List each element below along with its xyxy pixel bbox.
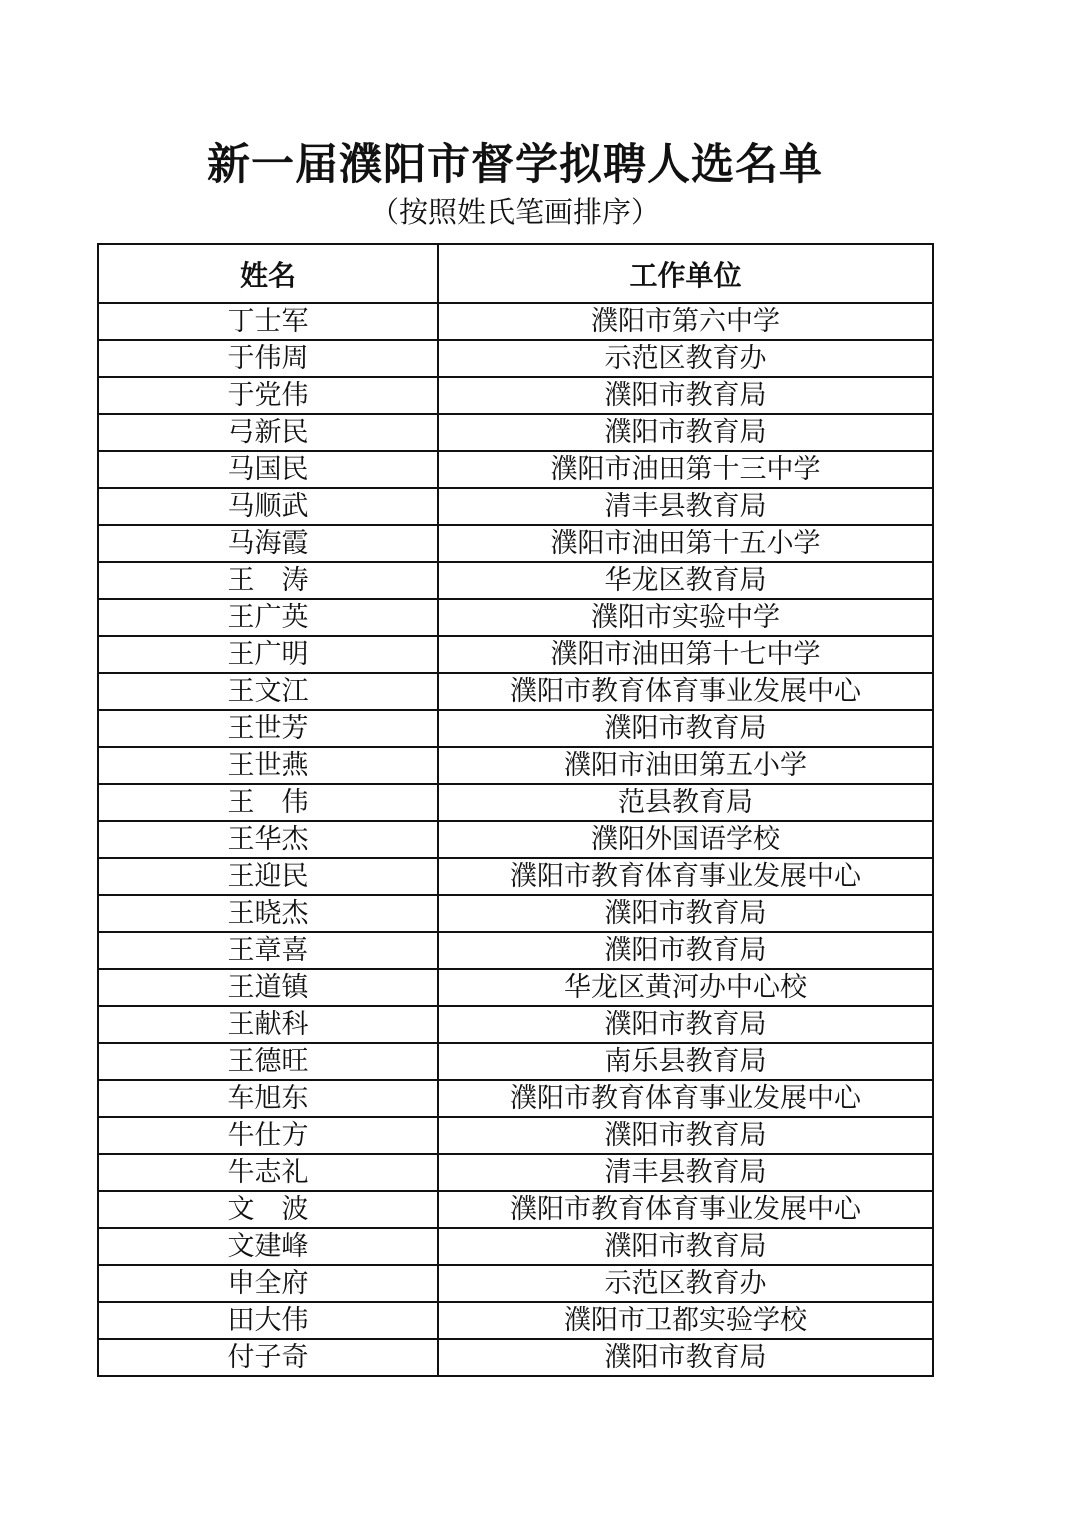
cell-name: 马海霞 (98, 525, 438, 562)
cell-unit: 濮阳市教育局 (438, 414, 933, 451)
table-row (98, 1080, 933, 1117)
document-title: 新一届濮阳市督学拟聘人选名单 (207, 140, 823, 190)
table-row (98, 858, 933, 895)
cell-name: 车旭东 (98, 1080, 438, 1117)
cell-name: 王晓杰 (98, 895, 438, 932)
cell-name: 王 伟 (98, 784, 438, 821)
cell-name: 王世燕 (98, 747, 438, 784)
cell-unit: 濮阳市卫都实验学校 (438, 1302, 933, 1339)
cell-unit: 濮阳市教育体育事业发展中心 (438, 858, 933, 895)
cell-name: 申全府 (98, 1265, 438, 1302)
table-row (98, 895, 933, 932)
cell-unit: 清丰县教育局 (438, 488, 933, 525)
table-row (98, 340, 933, 377)
cell-unit: 濮阳市教育局 (438, 1006, 933, 1043)
cell-name: 王世芳 (98, 710, 438, 747)
table-row (98, 969, 933, 1006)
cell-unit: 濮阳市教育局 (438, 377, 933, 414)
cell-unit: 示范区教育办 (438, 340, 933, 377)
cell-name: 王广英 (98, 599, 438, 636)
table-row (98, 599, 933, 636)
header-row (98, 244, 933, 303)
table-row (98, 1043, 933, 1080)
table-header (98, 244, 933, 303)
cell-unit: 华龙区教育局 (438, 562, 933, 599)
table-row (98, 821, 933, 858)
cell-unit: 濮阳市实验中学 (438, 599, 933, 636)
cell-unit: 清丰县教育局 (438, 1154, 933, 1191)
cell-name: 王文江 (98, 673, 438, 710)
table-row (98, 932, 933, 969)
cell-name: 文 波 (98, 1191, 438, 1228)
cell-unit: 濮阳市油田第五小学 (438, 747, 933, 784)
document-subtitle: （按照姓氏笔画排序） (369, 195, 660, 229)
cell-unit: 濮阳市教育体育事业发展中心 (438, 1080, 933, 1117)
cell-unit: 濮阳市教育体育事业发展中心 (438, 1191, 933, 1228)
table-row (98, 1006, 933, 1043)
table-row (98, 377, 933, 414)
table-body (98, 303, 933, 1376)
table-row (98, 1265, 933, 1302)
table-row (98, 451, 933, 488)
column-header-name: 姓名 (98, 244, 438, 303)
table-row (98, 1117, 933, 1154)
cell-name: 付子奇 (98, 1339, 438, 1376)
cell-unit: 濮阳市教育局 (438, 895, 933, 932)
table-row (98, 636, 933, 673)
cell-name: 牛仕方 (98, 1117, 438, 1154)
cell-unit: 濮阳市第六中学 (438, 303, 933, 340)
table-row (98, 488, 933, 525)
table-row (98, 1154, 933, 1191)
cell-name: 王章喜 (98, 932, 438, 969)
cell-name: 王道镇 (98, 969, 438, 1006)
cell-unit: 濮阳市教育体育事业发展中心 (438, 673, 933, 710)
table-row (98, 784, 933, 821)
cell-name: 马顺武 (98, 488, 438, 525)
cell-unit: 濮阳市油田第十七中学 (438, 636, 933, 673)
cell-unit: 范县教育局 (438, 784, 933, 821)
table-row (98, 1191, 933, 1228)
table-row (98, 303, 933, 340)
column-header-unit: 工作单位 (438, 244, 933, 303)
table-row (98, 1228, 933, 1265)
cell-name: 于党伟 (98, 377, 438, 414)
table-row (98, 562, 933, 599)
cell-unit: 濮阳市教育局 (438, 1228, 933, 1265)
table-row (98, 1339, 933, 1376)
cell-name: 王华杰 (98, 821, 438, 858)
cell-name: 马国民 (98, 451, 438, 488)
cell-name: 文建峰 (98, 1228, 438, 1265)
cell-name: 牛志礼 (98, 1154, 438, 1191)
cell-name: 弓新民 (98, 414, 438, 451)
cell-name: 王 涛 (98, 562, 438, 599)
roster-table (97, 243, 934, 1377)
cell-name: 王迎民 (98, 858, 438, 895)
table-row (98, 525, 933, 562)
cell-unit: 濮阳市教育局 (438, 710, 933, 747)
cell-name: 王献科 (98, 1006, 438, 1043)
table-row (98, 747, 933, 784)
table-row (98, 1302, 933, 1339)
table-row (98, 414, 933, 451)
cell-unit: 濮阳市教育局 (438, 932, 933, 969)
cell-unit: 濮阳市油田第十三中学 (438, 451, 933, 488)
table-row (98, 673, 933, 710)
cell-unit: 濮阳市教育局 (438, 1339, 933, 1376)
cell-unit: 濮阳外国语学校 (438, 821, 933, 858)
cell-unit: 南乐县教育局 (438, 1043, 933, 1080)
table-row (98, 710, 933, 747)
cell-name: 于伟周 (98, 340, 438, 377)
cell-unit: 示范区教育办 (438, 1265, 933, 1302)
cell-name: 王广明 (98, 636, 438, 673)
cell-name: 丁士军 (98, 303, 438, 340)
cell-unit: 濮阳市教育局 (438, 1117, 933, 1154)
cell-unit: 濮阳市油田第十五小学 (438, 525, 933, 562)
cell-name: 王德旺 (98, 1043, 438, 1080)
cell-unit: 华龙区黄河办中心校 (438, 969, 933, 1006)
cell-name: 田大伟 (98, 1302, 438, 1339)
